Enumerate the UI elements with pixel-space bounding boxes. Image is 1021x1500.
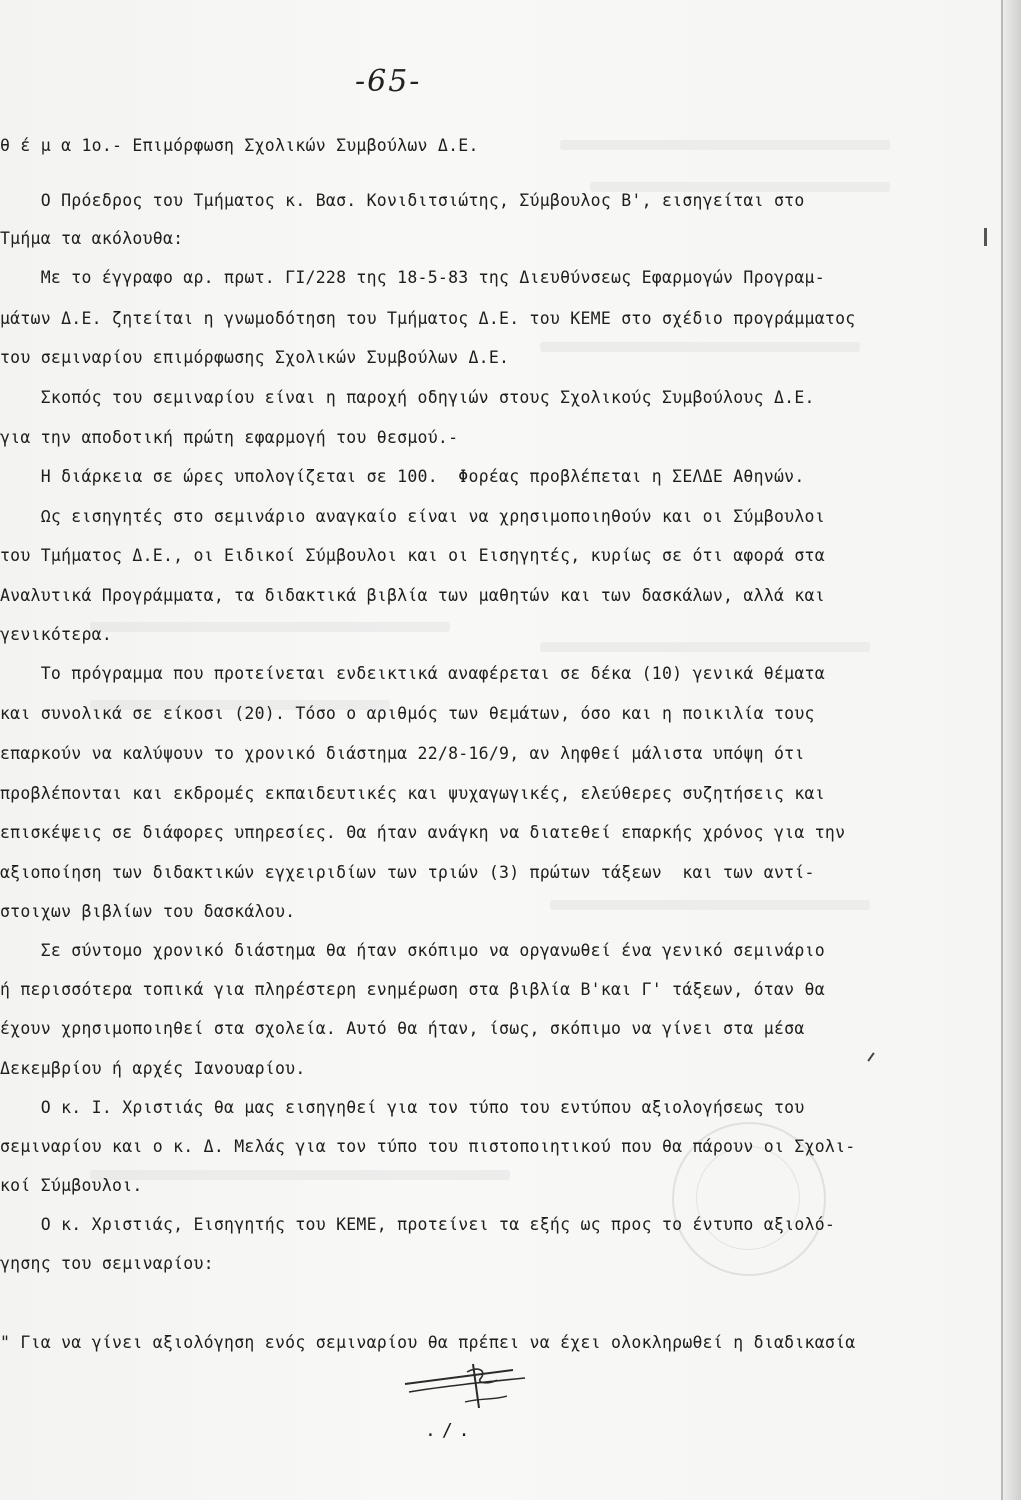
text-line: γησης του σεμιναρίου: (0, 1254, 214, 1273)
bleed-through-mark (90, 622, 450, 632)
bleed-through-mark (540, 642, 870, 652)
text-line: για την αποδοτική πρώτη εφαρμογή του θεσμού.- (0, 428, 459, 447)
pen-mark (867, 1052, 874, 1061)
bleed-through-mark (550, 900, 870, 910)
bleed-through-mark (560, 140, 890, 150)
text-line: σεμιναρίου και ο κ. Δ. Μελάς για τον τύπο του πιστοποιητικού που θα πάρουν οι Σχολι- (0, 1137, 856, 1156)
text-line: κοί Σύμβουλοι. (0, 1176, 143, 1195)
text-line: γενικότερα. (0, 625, 113, 644)
text-line: Με το έγγραφο αρ. πρωτ. ΓΙ/228 της 18-5-83 της Διευθύνσεως Εφαρμογών Προγραμ- (0, 268, 825, 287)
margin-mark (984, 228, 987, 246)
text-line: Δεκεμβρίου ή αρχές Ιανουαρίου. (0, 1059, 306, 1078)
text-line: Σε σύντομο χρονικό διάστημα θα ήταν σκόπιμο να οργανωθεί ένα γενικό σεμινάριο (0, 941, 825, 960)
text-line: Ο κ. Ι. Χριστιάς θα μας εισηγηθεί για τον τύπο του εντύπου αξιολογήσεως του (0, 1098, 805, 1117)
text-line: Σκοπός του σεμιναρίου είναι η παροχή οδηγιών στους Σχολικούς Συμβούλους Δ.Ε. (0, 388, 815, 407)
text-line: Ως εισηγητές στο σεμινάριο αναγκαίο είναι να χρησιμοποιηθούν και οι Σύμβουλοι (0, 507, 825, 526)
text-line: του Τμήματος Δ.Ε., οι Ειδικοί Σύμβουλοι και οι Εισηγητές, κυρίως σε ότι αφορά στα (0, 546, 825, 565)
page-number: -65- (355, 64, 422, 99)
text-line: μάτων Δ.Ε. ζητείται η γνωμοδότηση του Τμήματος Δ.Ε. του ΚΕΜΕ στο σχέδιο προγράμματος (0, 309, 856, 328)
text-line: προβλέπονται και εκδρομές εκπαιδευτικές και ψυχαγωγικές, ελεύθερες συζητήσεις και (0, 784, 825, 803)
text-line: στοιχων βιβλίων του δασκάλου. (0, 902, 296, 921)
continuation-mark: ./. (425, 1420, 476, 1441)
text-line: αξιοποίηση των διδακτικών εγχειριδίων των τριών (3) πρώτων τάξεων και των αντί- (0, 863, 815, 882)
bleed-through-mark (540, 342, 860, 352)
text-line: Ο κ. Χριστιάς, Εισηγητής του ΚΕΜΕ, προτείνει τα εξής ως προς το έντυπο αξιολό- (0, 1215, 836, 1234)
text-line: ή περισσότερα τοπικά για πληρέστερη ενημέρωση στα βιβλία Β'και Γ' τάξεων, όταν θα (0, 980, 825, 999)
text-line: Το πρόγραμμα που προτείνεται ενδεικτικά αναφέρεται σε δέκα (10) γενικά θέματα (0, 664, 825, 683)
text-line: Ο Πρόεδρος του Τμήματος κ. Βασ. Κονιδιτσιώτης, Σύμβουλος Β', εισηγείται στο (0, 191, 805, 210)
bleed-through-mark (90, 1170, 510, 1180)
text-line: Η διάρκεια σε ώρες υπολογίζεται σε 100. Φορέας προβλέπεται η ΣΕΛΔΕ Αθηνών. (0, 467, 805, 486)
text-line: Αναλυτικά Προγράμματα, τα διδακτικά βιβλία των μαθητών και των δασκάλων, αλλά και (0, 586, 825, 605)
text-line: θ έ μ α 1ο.- Επιμόρφωση Σχολικών Συμβούλων Δ.Ε. (0, 136, 479, 155)
text-line: επισκέψεις σε διάφορες υπηρεσίες. Θα ήταν ανάγκη να διατεθεί επαρκής χρόνος για την (0, 823, 846, 842)
page-edge-shadow (1001, 0, 1021, 1500)
signature-scribble (395, 1358, 535, 1414)
text-line: επαρκούν να καλύψουν το χρονικό διάστημα 22/8-16/9, αν ληφθεί μάλιστα υπόψη ότι (0, 744, 805, 763)
text-line: Τμήμα τα ακόλουθα: (0, 229, 184, 248)
text-line: και συνολικά σε είκοσι (20). Τόσο ο αριθμός των θεμάτων, όσο και η ποικιλία τους (0, 704, 815, 723)
text-line: έχουν χρησιμοποιηθεί στα σχολεία. Αυτό θα ήταν, ίσως, σκόπιμο να γίνει στα μέσα (0, 1019, 805, 1038)
text-line: " Για να γίνει αξιολόγηση ενός σεμιναρίου θα πρέπει να έχει ολοκληρωθεί η διαδικασία (0, 1333, 856, 1352)
text-line: του σεμιναρίου επιμόρφωσης Σχολικών Συμβούλων Δ.Ε. (0, 348, 510, 367)
